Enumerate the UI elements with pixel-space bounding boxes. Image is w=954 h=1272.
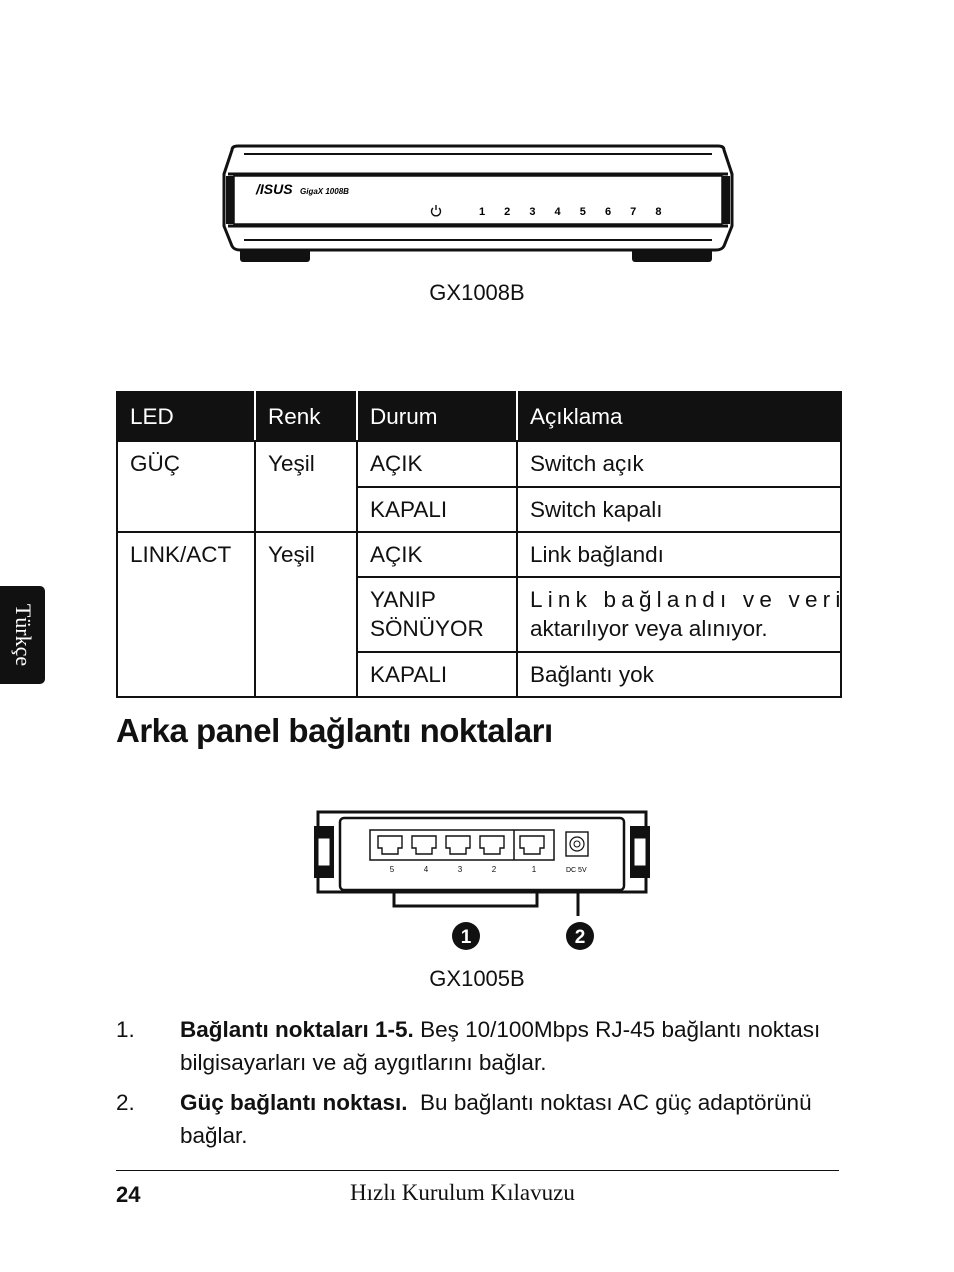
led-number: 8	[655, 206, 662, 218]
svg-text:1: 1	[460, 927, 472, 948]
led-number: 7	[630, 206, 637, 218]
cell-aciklama: Switch açık	[517, 441, 841, 486]
header-durum: Durum	[357, 392, 517, 441]
dc-label: DC 5V	[566, 867, 587, 874]
cell-durum: KAPALI	[357, 652, 517, 697]
port-number: 3	[457, 865, 463, 874]
cell-led: GÜÇ	[117, 441, 255, 532]
port-number: 4	[423, 865, 429, 874]
led-number: 6	[604, 206, 612, 218]
port-number: 1	[531, 865, 537, 874]
list-item-number: 1.	[116, 1017, 135, 1042]
back-device-caption: GX1005B	[429, 966, 525, 991]
port-number: 2	[491, 865, 497, 874]
model-badge: GigaX 1008B	[300, 187, 349, 196]
language-tab	[0, 586, 45, 684]
list-item-text: Bu bağlantı noktası AC güç adaptörünü bağlar.	[180, 1090, 818, 1148]
list-item-number: 2.	[116, 1090, 135, 1115]
front-device-caption: GX1008B	[429, 280, 525, 305]
section-heading: Arka panel bağlantı noktaları	[116, 712, 553, 749]
callout-1	[452, 922, 480, 950]
led-number: 1	[478, 206, 486, 218]
durum-line-2: SÖNÜYOR	[370, 616, 484, 642]
dc-power-jack	[566, 832, 588, 856]
led-status-table	[116, 391, 846, 698]
led-number: 2	[504, 206, 511, 218]
port-number: 5	[389, 865, 395, 874]
footer-divider	[116, 1170, 839, 1171]
list-item	[180, 1086, 850, 1152]
cell-durum: KAPALI	[357, 487, 517, 532]
table-row	[117, 441, 841, 486]
cell-aciklama	[517, 577, 846, 652]
cell-renk: Yeşil	[255, 441, 357, 532]
led-number: 5	[579, 206, 586, 218]
language-tab-label: Türkçe	[10, 603, 36, 667]
footer-title: Hızlı Kurulum Kılavuzu	[350, 1180, 575, 1205]
header-renk: Renk	[255, 392, 357, 441]
header-aciklama: Açıklama	[517, 392, 841, 441]
list-item-bold: Güç bağlantı noktası.	[180, 1090, 408, 1115]
cell-renk: Yeşil	[255, 532, 357, 697]
list-item-text: Beş 10/100Mbps RJ-45 bağlantı noktası bilgisayarları ve ağ aygıtlarını bağlar.	[180, 1017, 821, 1075]
durum-line-1: YANIP	[370, 587, 436, 612]
list-item-bold: Bağlantı noktaları 1-5.	[180, 1017, 414, 1042]
cell-aciklama: Bağlantı yok	[517, 652, 841, 697]
cell-led: LINK/ACT	[117, 532, 255, 697]
led-number: 4	[554, 206, 561, 218]
front-device-illustration	[214, 140, 742, 270]
svg-text:2: 2	[574, 927, 586, 948]
callout-2	[566, 922, 594, 950]
table-row	[117, 532, 841, 577]
table-header-row	[117, 392, 841, 441]
cell-durum: AÇIK	[357, 441, 517, 486]
cell-aciklama: Link bağlandı	[517, 532, 841, 577]
cell-durum: AÇIK	[357, 532, 517, 577]
brand-logo: /ISUS	[256, 181, 293, 197]
back-panel-illustration	[312, 806, 652, 966]
cell-aciklama: Switch kapalı	[517, 487, 841, 532]
aciklama-line-2: aktarılıyor veya alınıyor.	[530, 616, 768, 642]
led-number: 3	[529, 206, 536, 218]
cell-durum	[357, 577, 517, 652]
page-number: 24	[116, 1182, 141, 1207]
header-led: LED	[117, 392, 255, 441]
aciklama-line-1: Link bağlandı ve veri	[530, 587, 846, 612]
list-item	[180, 1013, 850, 1079]
